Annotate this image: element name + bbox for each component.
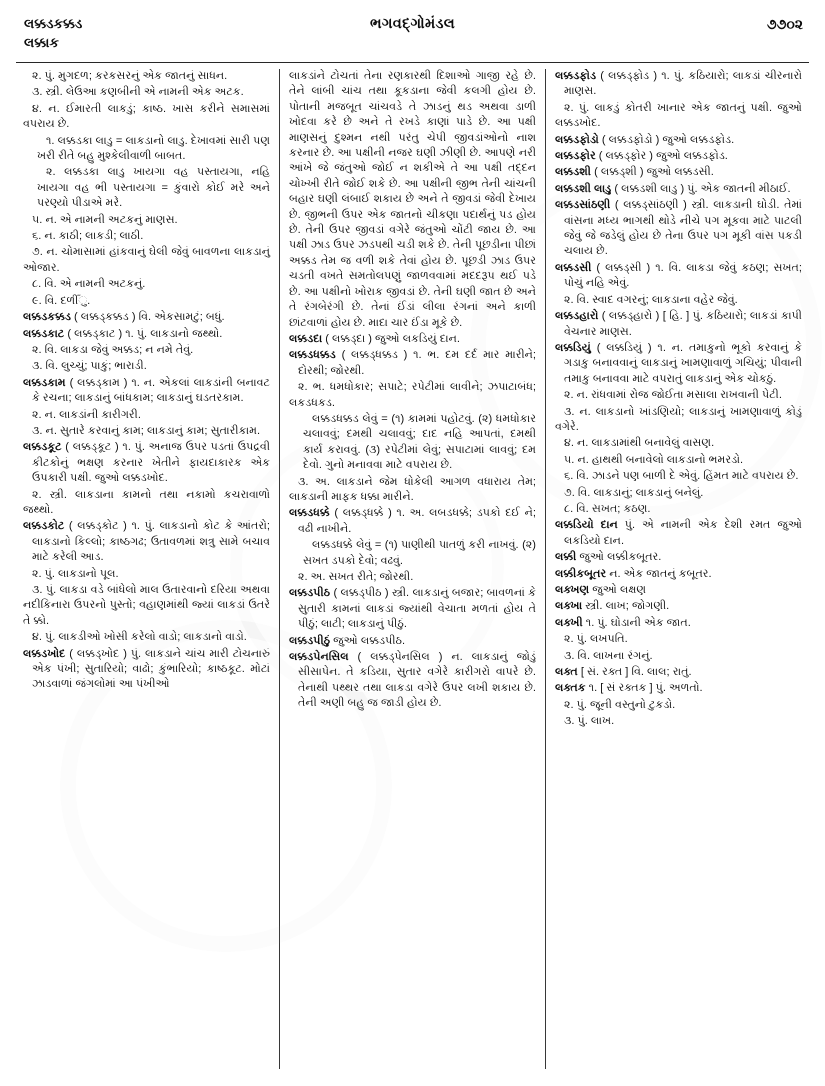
entry-headword: લક્કડખોદ: [23, 647, 66, 660]
entry-headword: લક્કડકક્કડ: [23, 311, 71, 324]
entry-sense: ૨. વિ. સ્વાદ વગરનું; લાકડાના વહેર જેવું.: [564, 293, 738, 306]
header-divider: [16, 62, 809, 63]
dictionary-entry: લક્કડસાંઠણી ( લક્કડ્સાંઠણી ) સ્ત્રી. લાકડાની ઘોડી. તેમાં વાંસના મધ્ય ભાગથી થોડે નીચે પગ મૂકવા માટે પાટલી જેવું જે જડેલું હોય છે તેના ઉપર પગ મૂકી વાંસ પકડી ચલાય છે.: [555, 199, 802, 258]
entry-sense: ૩. પું. લાખ.: [564, 715, 615, 728]
entry-subsense: લક્કડધક્કે લેવું = (૧) પાણીથી પાતળું કરી નાખવું. (૨) સખત ડપકો દેવો; વઢવું.: [303, 539, 536, 567]
entry-headword: લક્ખા: [555, 600, 583, 613]
entry-headword: લક્કડહારો: [555, 310, 599, 323]
entry-sense: ૨. પું. મુગદળ; કરકસરનું એક જાતનું સાધન.: [32, 70, 228, 82]
entry-sense: ૫. ન. હાથથી બનાવેલો લાકડાનો ભમરડો.: [564, 453, 744, 466]
entry-sense: ૩. સ્ત્રી. લેઉઆ કણબીની એ નામની એક અટક.: [32, 86, 244, 99]
entry-headword: લક્કડકૂટ: [23, 441, 62, 454]
dictionary-entry: લક્કડપીઠ ( લક્કડ્પીઠ ) સ્ત્રી. લાકડાનું બજાર; બાવળનાં કે સુતારી કામનાં લાકડાં જ્યાંથી વેચાતા મળતાં હોય તે પીઠું; લાટી; લાકડાનું પીઠું.: [289, 587, 536, 631]
entry-headword: લક્કડસી: [555, 261, 592, 274]
entry-sense: ૨. વિ. લાકડા જેવું અક્કડ; ન નમે તેવું.: [32, 343, 194, 356]
entry-headword: લક્કડપીઠું: [289, 634, 331, 647]
entry-headword: લક્કડધક્કે: [289, 507, 330, 520]
entry-headword: લક્કડકામ: [23, 376, 66, 389]
dictionary-entry: લક્કડધક્કે ( લક્કડ્ધક્કે ) ૧. અ. લબડધક્કે; ડપકો દઈ ને; વઢી નાખીને.: [289, 507, 536, 535]
columns-container: [14, 69, 811, 1069]
entry-headword: લક્કડફોર: [555, 150, 596, 163]
dictionary-entry: લક્કડખોદ ( લક્કડ્ખોદ ) પું. લાકડાને ચાંચ મારી ટોચનારું એક પંખી; સુતારિયો; વાઢો; કુંભારિયો; કાષ્ઠકૂટ. મોટાં ઝાડવાળાં જંગલોમાં આ પંખીઓ: [23, 647, 270, 691]
entry-sense: ૨. પું. જૂની વસ્તુનો ટુકડો.: [564, 698, 676, 711]
entry-headword: લક્ત: [555, 666, 578, 679]
dictionary-entry: લક્કડશી ( લક્કડ્શી ) જુઓ લક્કડસી.: [555, 166, 714, 179]
entry-headword: લક્કીકબૂતર: [555, 567, 607, 580]
entry-sense: ૨. પું. લાકડાનો પૂલ.: [32, 567, 119, 580]
entry-headword: લક્કડદા: [289, 332, 323, 345]
entry-sense: ૬. વિ. ઝાડને પણ બાળી દે એવું. હિંમત માટે વપરાય છે.: [564, 470, 799, 483]
dictionary-entry: લક્કડપીઠું જુઓ લક્કડપીઠ.: [289, 634, 406, 647]
dictionary-entry: લક્કડફોર ( લક્કડ્ફોર ) જુઓ લક્કડફોડ.: [555, 150, 728, 163]
entry-headword: લક્કડિયો દાન: [555, 519, 618, 532]
entry-sense: ૩. વિ. લુચ્ચું; પાકું; ભારાડી.: [32, 360, 147, 373]
entry-headword: લક્કડધક્કડ: [289, 349, 336, 362]
text-column-1: [14, 69, 280, 1069]
dictionary-entry: લક્કડકામ ( લક્કડ્કામ ) ૧. ન. એકલાં લાકડાંની બનાવટ કે રચના; લાકડાનું બાંધકામ; લાકડાનું ઘડતરકામ.: [23, 376, 270, 405]
entry-sense: ૨. ન. લાકડાંની કારીગરી.: [32, 408, 141, 421]
entry-headword: લક્કડશી લાડુ: [555, 182, 612, 195]
entry-subsense: ૧. લક્કડકા લાડુ = લાકડાનો લાડુ. દેખાવમાં સારી પણ ખરી રીતે બહુ મુશ્કેલીવાળી બાબત.: [37, 134, 270, 163]
entry-sense: ૭. ન. ચોમાસામાં હાંકવાનું ઘેલી જેવું બાવળના લાકડાનું ઓજાર.: [23, 246, 270, 274]
entry-headword: લક્તક: [555, 682, 586, 695]
entry-sense: ૩. ન. સુતારે કરવાનું કામ; લાકડાનું કામ; સુતારીકામ.: [32, 424, 261, 437]
entry-sense: ૪. પું. લાકડીઓ ખોસી કરેલો વાડો; લાકડાનો વાડો.: [32, 631, 247, 644]
entry-subsense: લક્કડધક્કડ લેવું = (૧) કામમાં પહોટવું. (૨) ધમધોકાર ચલાવવું; દમથી ચલાવવું; દાદ નહિ આપતાં, દમથી કાર્ય કરાવવું. (૩) રપેટીમાં લેવું; સપાટામાં લાવવું; દમ દેવો. ગુનો મનાવવા માટે વપરાય છે.: [303, 412, 536, 472]
dictionary-entry: લક્કડકાટ ( લક્કડ્કાટ ) ૧. પું. લાકડાનો જથ્થો.: [23, 327, 223, 340]
entry-headword: લક્કડશી: [555, 166, 591, 179]
header-guide-word-first: લક્કડકક્કડ: [24, 16, 83, 31]
entry-sense: ૨. ન. રાંધવામાં રોજ જોઈતા મસાલા રાખવાની પેટી.: [564, 389, 782, 402]
entry-headword: લક્કડકાટ: [23, 327, 65, 340]
dictionary-entry: લક્ત [ સં. રક્ત ] વિ. લાલ; રાતું.: [555, 666, 692, 679]
entry-headword: લક્કડસાંઠણી: [555, 199, 611, 212]
dictionary-entry: લક્કડફોડ ( લક્કડ્ફોડ ) ૧. પું. કઠિયારો; લાકડાં ચીરનારો માણસ.: [555, 70, 802, 98]
entry-sense: ૫. ન. એ નામની અટકનું માણસ.: [32, 213, 178, 226]
entry-sense: ૭. વિ. લાકડાનું; લાકડાનું બનેલું.: [564, 486, 704, 499]
entry-sense: ૮. વિ. સખત; કઠણ.: [564, 502, 651, 515]
entry-sense: ૯. વિ. દળીઁુ.: [32, 294, 91, 307]
dictionary-entry: લક્કડશી લાડુ ( લક્કડશી લાડુ ) પું. એક જાતની મીઠાઈ.: [555, 182, 791, 195]
dictionary-entry: લક્કડકોટ ( લક્કડ્કોટ ) ૧. પું. લાકડાનો કોટ કે આંતરો; લાકડાનો કિલ્લો; કાષ્ઠગઢ; ઉતાવળમાં શત્રુ સામે બચાવ માટે કરેલી આડ.: [23, 520, 270, 564]
entry-headword: લક્કડિયું: [555, 341, 591, 354]
dictionary-entry: લક્કડહારો ( લક્કડ્હારો ) [ હિ. ] પું. કઠિયારો; લાકડાં કાપી વેચનાર માણસ.: [555, 310, 802, 338]
entry-headword: લક્કડકોટ: [23, 520, 65, 533]
entry-sense: ૨. સ્ત્રી. લાકડાના કામનો તથા નકામો કચરાવાળો જથ્થો.: [23, 488, 270, 516]
entry-sense: ૬. ન. કાઠી; લાકડી; લાઠી.: [32, 230, 144, 243]
page-header: [14, 14, 811, 60]
page-title: ભગવદ્ગોમંડલ: [369, 16, 456, 32]
entry-sense: ૨. પું. લાકડું કોતરી ખાનાર એક જાતનું પક્ષી. જુઓ લક્કડખોદ.: [555, 101, 802, 130]
entry-sense: ૩. વિ. લાખના રંગનું.: [564, 649, 653, 662]
dictionary-entry: લક્કડસી ( લક્કડ્સી ) ૧. વિ. લાકડા જેવું કઠણ; સખત; પોચું નહિ એવું.: [555, 261, 802, 290]
entry-subsense: ૨. લક્કડકા લાડુ ખાયગા વહ પસ્તાયગા, નહિ ખાયગા વહ ભી પસ્તાયગા = કુંવારો કોઈ મરે અને પરણ્યો પીડાએ મરે.: [37, 166, 270, 210]
entry-sense: ૪. ન. લાકડામાંથી બનાવેલું વાસણ.: [564, 437, 715, 450]
dictionary-entry: લક્કડદા ( લક્કડ્દા ) જુઓ લકડિયું દાન.: [289, 332, 460, 345]
entry-headword: લક્કડફોડો: [555, 133, 599, 146]
entry-headword: લક્ખણ: [555, 584, 590, 596]
entry-continuation: લાકડાંને ટોચતાં તેના રણકારથી દિશાઓ ગાજી રહે છે. તેને લાંબી ચાંચ તથા કૂકડાના જેવી કલગી હોય છે. પોતાની મજબૂત ચાંચવડે તે ઝાડનું થડ અથવા ડાળી ખોદવા કરે છે અને તે રખડે કાણાં પાડે છે. આ પક્ષી માણસનું દુશ્મન નથી પરંતુ ચેપી જીવડાંઓનો નાશ કરનાર છે. આ પક્ષીની નજર ઘણી ઝીણી છે. આપણે નરી આંખે જે જંતુઓ જોઈ ન શકીએ તે આ પક્ષી તદ્દન ચોખ્ખી રીતે જોઈ શકે છે. આ પક્ષીની જીભ તેની ચાંચની બહાર ઘણી લંબાઈ શકાય છે અને તે જીવડાં જેવી દેખાય છે. જીભની ઉપર એક જાતનો ચીકણા પદાર્થનું પડ હોય છે. તેની ઉપર જીવડાં વગેરે જંતુઓ ચોંટી જાય છે. આ પક્ષી ઝાડ ઉપર ઝડપથી ચડી શકે છે. તેની પૂછડીના પીછાં અક્કડ તેમ જ વળી શકે તેવાં હોય છે. પૂછડી ઝાડ ઉપર ચડતી વખતે સમતોલપણું જાળવવામાં મદદરૂપ થઈ પડે છે. આ પક્ષીનો ખોરાક જીવડાં છે. તેની ઘણી જાત છે અને તે રંગબેરંગી છે. તેનાં ઈંડાં લીલા રંગનાં અને કાળી છાંટવાળાં હોય છે. માદા ચાર ઈંડા મૂકે છે.: [289, 70, 536, 329]
dictionary-entry: લક્કડિયું ( લક્કડિયું ) ૧. ન. તમાકુનો ભૂકો કરવાનું કે ગડાકુ બનાવવાનું લાકડાનું ખામણાવાળું ગચિયું; પીવાની તમાકુ બનાવવા માટે વપરાતું લાકડાનું એક ચોકઠું.: [555, 341, 802, 385]
entry-sense: ૩. અ. લાકડાને જેમ ધોકેલી આગળ વધારાય તેમ; લાકડાની માફક ધક્કા મારીને.: [289, 475, 536, 503]
dictionary-entry: લક્કડકૂટ ( લક્કડ્કૂટ ) ૧. પું. અનાજ ઉપર પડતાં ઉપદ્રવી કીટકોનું ભક્ષણ કરનાર ખેતીને ફાયદાકારક એક ઉપકારી પક્ષી. જુઓ લક્કડખોદ.: [23, 441, 270, 485]
dictionary-entry: લક્ખા સ્ત્રી. લાખ; જોગણી.: [555, 600, 670, 613]
dictionary-entry: લક્કડફોડો ( લક્કડફોડો ) જુઓ લક્કડફોડ.: [555, 133, 735, 146]
entry-headword: લક્કી: [555, 551, 577, 564]
entry-headword: લક્કડપેનસિલ: [289, 651, 349, 664]
dictionary-entry: લક્કીકબૂતર ન. એક જાતનું કબૂતર.: [555, 567, 712, 580]
dictionary-entry: લક્કડિયો દાન પું. એ નામની એક દેશી રમત જુઓ લકડિયો દાન.: [555, 519, 802, 547]
entry-headword: લક્કડપીઠ: [289, 587, 331, 600]
entry-sense: ૩. પું. લાકડા વડે બાંધેલો માલ ઉતારવાનો દરિયા અથવા નદીકિનારા ઉપરનો પુસ્તો; વહાણમાંથી જ્યાં લાકડાં ઉતરે તે ક્કો.: [23, 584, 270, 627]
entry-sense: ૨. પું. લખપતિ.: [564, 633, 628, 646]
entry-headword: લક્કડફોડ: [555, 70, 597, 82]
dictionary-entry: લક્કી જુઓ લક્કીકબૂતર.: [555, 551, 662, 564]
dictionary-entry: લક્તક ૧. [ સં રક્તક ] પું. અળતો.: [555, 682, 703, 695]
dictionary-entry: લક્કડધક્કડ ( લક્કડ્ધક્કડ ) ૧. ભ. દમ દર્દ માર મારીને; દોરથી; જોરથી.: [289, 349, 536, 377]
entry-sense: ૩. ન. લાકડાનો ખાંડણિયો; લાકડાનું ખામણાવાળું કોડું વગેરે.: [555, 405, 802, 433]
entry-headword: લક્ખી: [555, 616, 583, 629]
dictionary-entry: લક્ખી ૧. પું. ઘોડાની એક જાત.: [555, 616, 691, 629]
text-column-2: [280, 69, 546, 1069]
entry-sense: ૨. ભ. ધમધોકાર; સપાટે; રપેટીમાં લાવીને; ઝપાટાબંધ; લકડધકડ.: [289, 381, 536, 409]
dictionary-entry: લક્કડકક્કડ ( લક્કડ્કક્કડ ) વિ. એકસામટું; બધું.: [23, 311, 225, 324]
entry-sense: ૨. અ. સખત રીતે; જોરથી.: [298, 571, 414, 583]
text-column-3: [546, 69, 811, 1069]
entry-sense: ૮. વિ. એ નામની અટકનું.: [32, 278, 146, 291]
dictionary-entry: લક્ખણ જુઓ લક્ષણ: [555, 584, 647, 596]
page-number: ૭૭૦૨: [766, 16, 803, 32]
header-guide-word-second: લક્કાક: [24, 35, 59, 50]
dictionary-entry: લક્કડપેનસિલ ( લક્કડ્પેનસિલ ) ન. લાકડાનું જોડું સીસાપેન. તે કડિયા, સુતાર વગેરે કારીગરો વાપરે છે. તેનાથી પથ્થર તથા લાકડા વગેરે ઉપર લખી શકાય છે. તેની અણી બહુ જ જાડી હોય છે.: [289, 651, 536, 710]
entry-sense: ૪. ન. ઈમારતી લાકડું; કાષ્ઠ. ખાસ કરીને સમાસમાં વપરાય છે.: [23, 102, 270, 131]
